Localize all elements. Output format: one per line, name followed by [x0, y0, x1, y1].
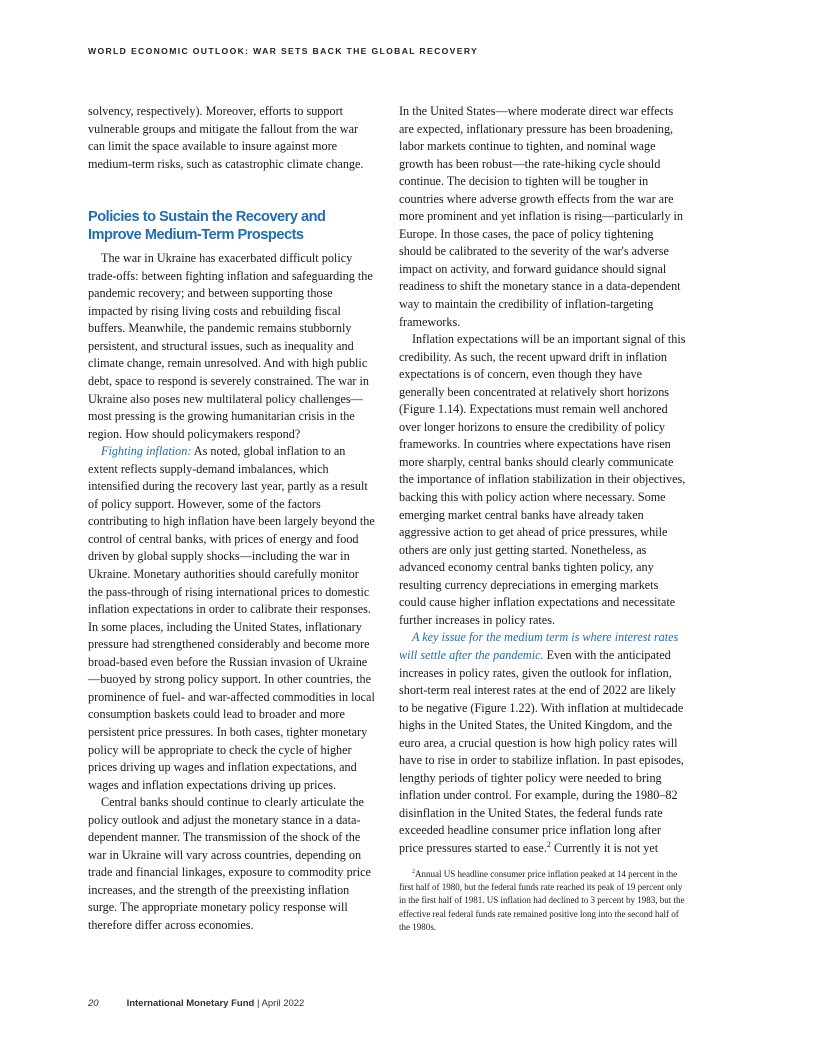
footnote	[399, 868, 689, 934]
right-column	[399, 103, 687, 858]
publication-date: April 2022	[261, 998, 305, 1009]
paragraph: In the United States—where moderate direct war effects are expected, inflationary pressure has been broadening, labor markets continue to tighten, and nominal wage growth has been robust—the rate-hiking cycle should continue. The decision to tighten will be tougher in countries where adverse growth effects from the war are more prominent and yet inflation is rising—particularly in Europe. In those cases, the pace of policy tightening should be calibrated to the severity of the war's adverse impact on activity, and forward guidance should signal readiness to shift the monetary stance in a data-dependent way to maintain the credibility of inflation-targeting frameworks.	[399, 104, 683, 329]
paragraph: Inflation expectations will be an important signal of this credibility. As such, the recent upward drift in inflation expectations is of concern, even though they have generally been concentrated at relatively short horizons (Figure 1.14). Expectations must remain well anchored over longer horizons to ensure the credibility of policy frameworks. In countries where expectations have risen more sharply, central banks should clearly communicate the importance of inflation stabilization in their objectives, backing this with policy action where necessary. Some emerging market central banks have already taken aggressive action to get ahead of price pressures, while others are only just getting started. Nonetheless, as advanced economy central banks tighten policy, any resulting currency depreciations in emerging markets could cause higher inflation expectations and necessitate further increases in policy rates.	[399, 332, 686, 627]
paragraph	[399, 629, 687, 857]
paragraph: The war in Ukraine has exacerbated difficult policy trade-offs: between fighting inflation and safeguarding the pandemic recovery; and between supporting those impacted by rising living costs and rebuilding fiscal buffers. Meanwhile, the pandemic remains stubbornly persistent, and structural issues, such as inequality and climate change, remain unresolved. And with high public debt, space to respond is severely constrained. The war in Ukraine also poses new multilateral policy challenges—most pressing is the growing humanitarian crisis in the region. How should policymakers respond?	[88, 251, 373, 441]
paragraph-body: Even with the anticipated increases in policy rates, given the outlook for inflation, short-term real interest rates at the end of 2022 are likely to be negative (Figure 1.22). With inflation at multidecade highs in the United States, the United Kingdom, and the euro area, a crucial question is how high policy rates will have to rise in order to stabilize inflation. In past episodes, lengthy periods of tighter policy were needed to bring inflation under control. For example, during the 1980–82 disinflation in the United States, the federal funds rate exceeded headline consumer price inflation long after price pressures started to ease.	[399, 647, 684, 855]
running-header: WORLD ECONOMIC OUTLOOK: WAR SETS BACK THE GLOBAL RECOVERY	[88, 46, 479, 56]
organization-name: International Monetary Fund	[126, 998, 255, 1009]
paragraph: Central banks should continue to clearly articulate the policy outlook and adjust the monetary stance in a data-dependent manner. The transmission of the shock of the war in Ukraine will vary across countries, depending on trade and financial linkages, exposure to commodity price increases, and the strength of the preexisting inflation surge. The appropriate monetary policy response will therefore differ across economies.	[88, 795, 371, 932]
footnote-marker: 2	[412, 869, 415, 875]
paragraph-body: As noted, global inflation to an extent reflects supply-demand imbalances, which intensified during the recovery last year, partly as a result of policy support. However, some of the factors contributing to high inflation have been largely beyond the control of central banks, with prices of energy and food driven by global supply shocks—including the war in Ukraine. Monetary authorities should carefully monitor the pass-through of rising international prices to domestic inflation expectations in order to calibrate their responses. In some places, including the United States, inflationary pressure had strengthened considerably and become more broad-based even before the Russian invasion of Ukraine—buoyed by strong policy support. In other countries, the prominence of fuel- and war-affected commodities in local consumption baskets could lead to broader and more persistent price pressures. In both cases, tighter monetary policy will be appropriate to check the cycle of higher prices driving up wages and inflation expectations, and wages and inflation expectations driving up prices.	[88, 444, 375, 792]
paragraph-body: Currently it is not yet	[550, 840, 659, 855]
left-column	[88, 103, 376, 935]
paragraph	[88, 443, 376, 794]
page-number: 20	[88, 998, 99, 1009]
section-heading: Policies to Sustain the Recovery and Improve Medium-Term Prospects	[88, 209, 326, 244]
paragraph: solvency, respectively). Moreover, efforts to support vulnerable groups and mitigate the fallout from the war can limit the space available to insure against more medium-term risks, such as catastrophic climate change.	[88, 104, 364, 171]
footnote-text: Annual US headline consumer price inflation peaked at 14 percent in the first half of 1980, but the federal funds rate reached its peak of 19 percent only in the first half of 1981. US inflation had declined to 3 percent by 1983, but the effective real federal funds rate remained positive long into the second half of the 1980s.	[399, 869, 685, 932]
page-footer	[88, 998, 304, 1009]
footer-separator: |	[254, 998, 262, 1009]
run-in-heading: A key issue for the medium term is where interest rates will settle after the pandemic.	[399, 630, 679, 662]
footnote-reference: 2	[546, 839, 551, 849]
run-in-heading: Fighting inflation:	[101, 444, 192, 459]
